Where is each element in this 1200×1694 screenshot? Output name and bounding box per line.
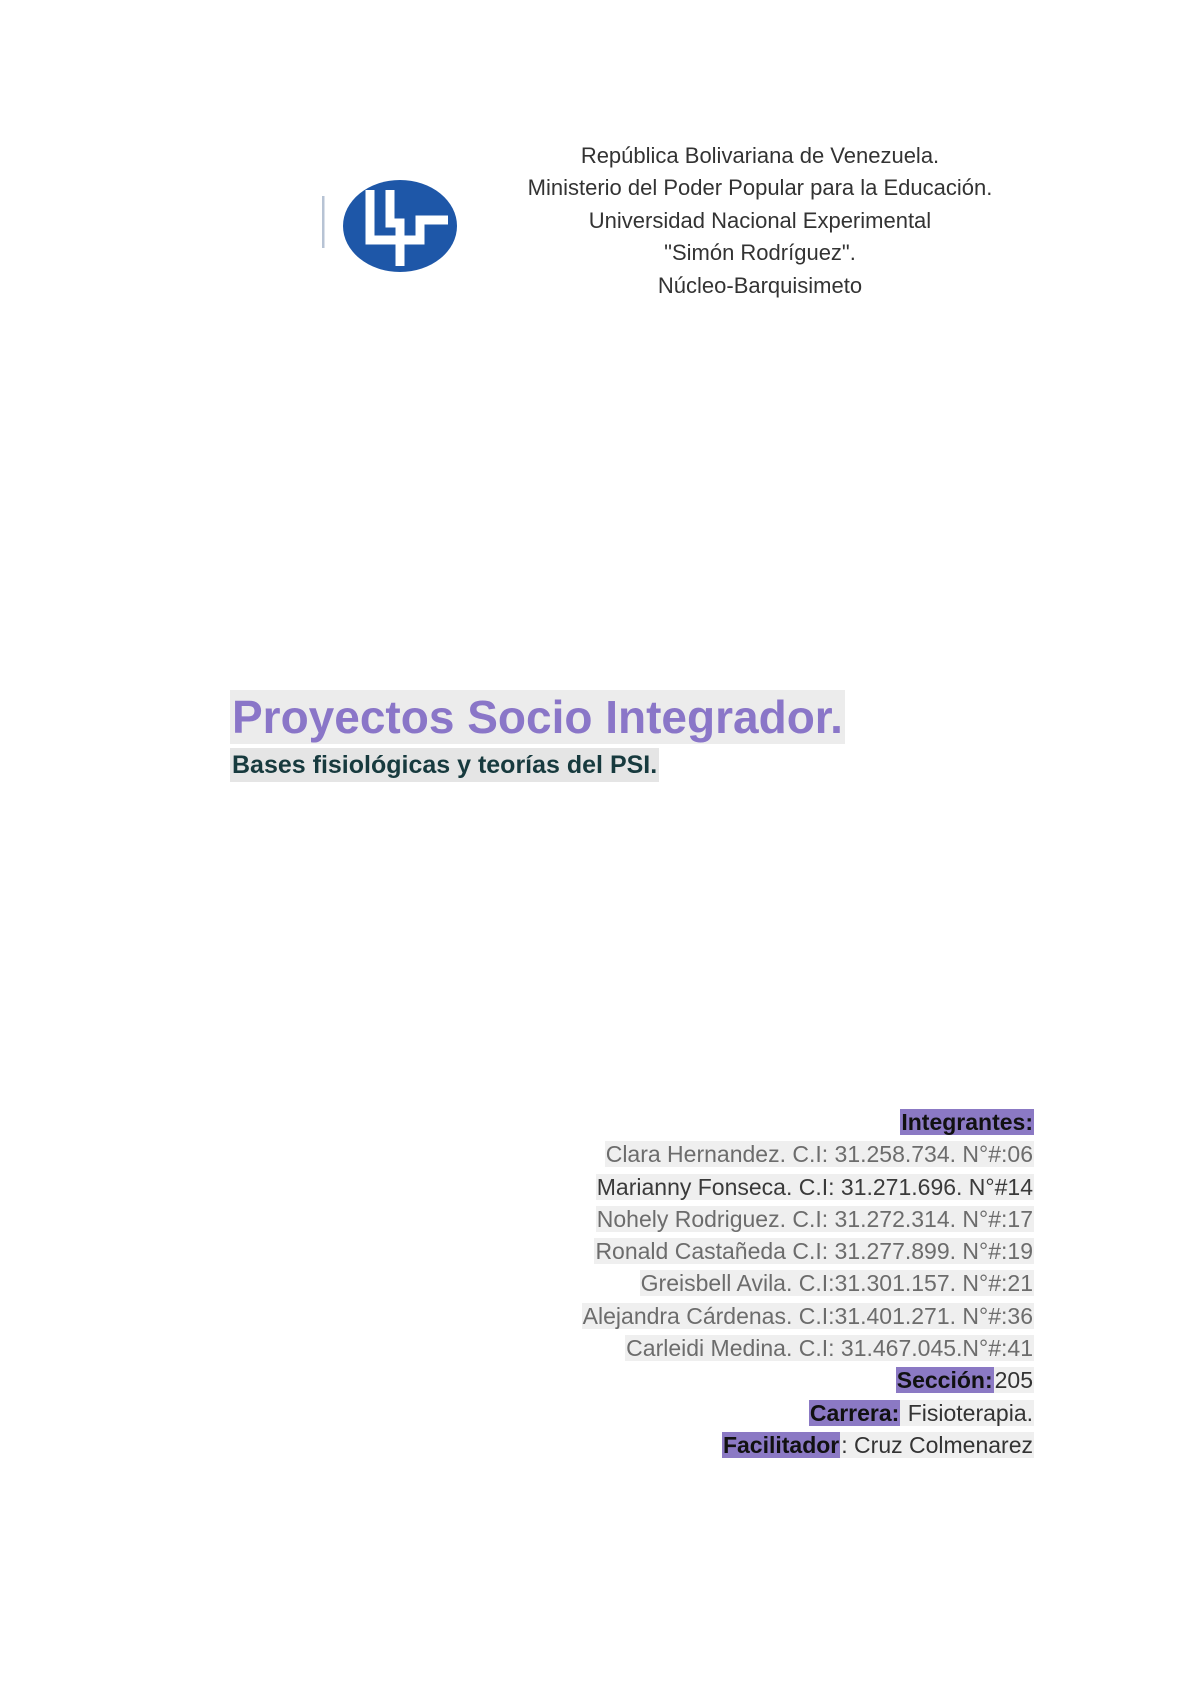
- header-line-5: Núcleo-Barquisimeto: [657, 272, 863, 298]
- university-logo: [322, 178, 472, 278]
- header-line-2: Ministerio del Poder Popular para la Educación.: [527, 175, 993, 201]
- header-line-1: República Bolivariana de Venezuela.: [580, 143, 940, 168]
- member-line: Carleidi Medina. C.I: 31.467.045.N°#:41: [626, 1335, 1033, 1362]
- document-title: Proyectos Socio Integrador.: [232, 691, 843, 743]
- header-line-4: "Simón Rodríguez".: [664, 240, 856, 266]
- member-line: Ronald Castañeda C.I: 31.277.899. N°#:19: [595, 1238, 1033, 1265]
- institution-header: [470, 140, 1050, 302]
- career-label: Carrera:: [809, 1399, 900, 1426]
- logo-divider-line: [322, 196, 325, 248]
- facilitator-label: Facilitador: [722, 1431, 840, 1458]
- members-label: Integrantes:: [901, 1109, 1033, 1135]
- section-value: 205: [994, 1367, 1033, 1394]
- document-subtitle: Bases fisiológicas y teorías del PSI.: [230, 748, 659, 782]
- credits-block: [582, 1106, 1034, 1461]
- facilitator-value: : Cruz Colmenarez: [841, 1431, 1033, 1458]
- header-line-3: Universidad Nacional Experimental: [588, 207, 932, 233]
- member-line: Greisbell Avila. C.I:31.301.157. N°#:21: [640, 1270, 1033, 1297]
- title-block: [230, 690, 845, 782]
- career-value: Fisioterapia.: [901, 1399, 1033, 1426]
- section-label: Sección:: [896, 1367, 993, 1394]
- member-line: Marianny Fonseca. C.I: 31.271.696. N°#14: [596, 1173, 1033, 1200]
- member-line: Clara Hernandez. C.I: 31.258.734. N°#:06: [605, 1141, 1033, 1168]
- member-line: Nohely Rodriguez. C.I: 31.272.314. N°#:17: [596, 1205, 1033, 1232]
- member-line: Alejandra Cárdenas. C.I:31.401.271. N°#:36: [582, 1302, 1033, 1329]
